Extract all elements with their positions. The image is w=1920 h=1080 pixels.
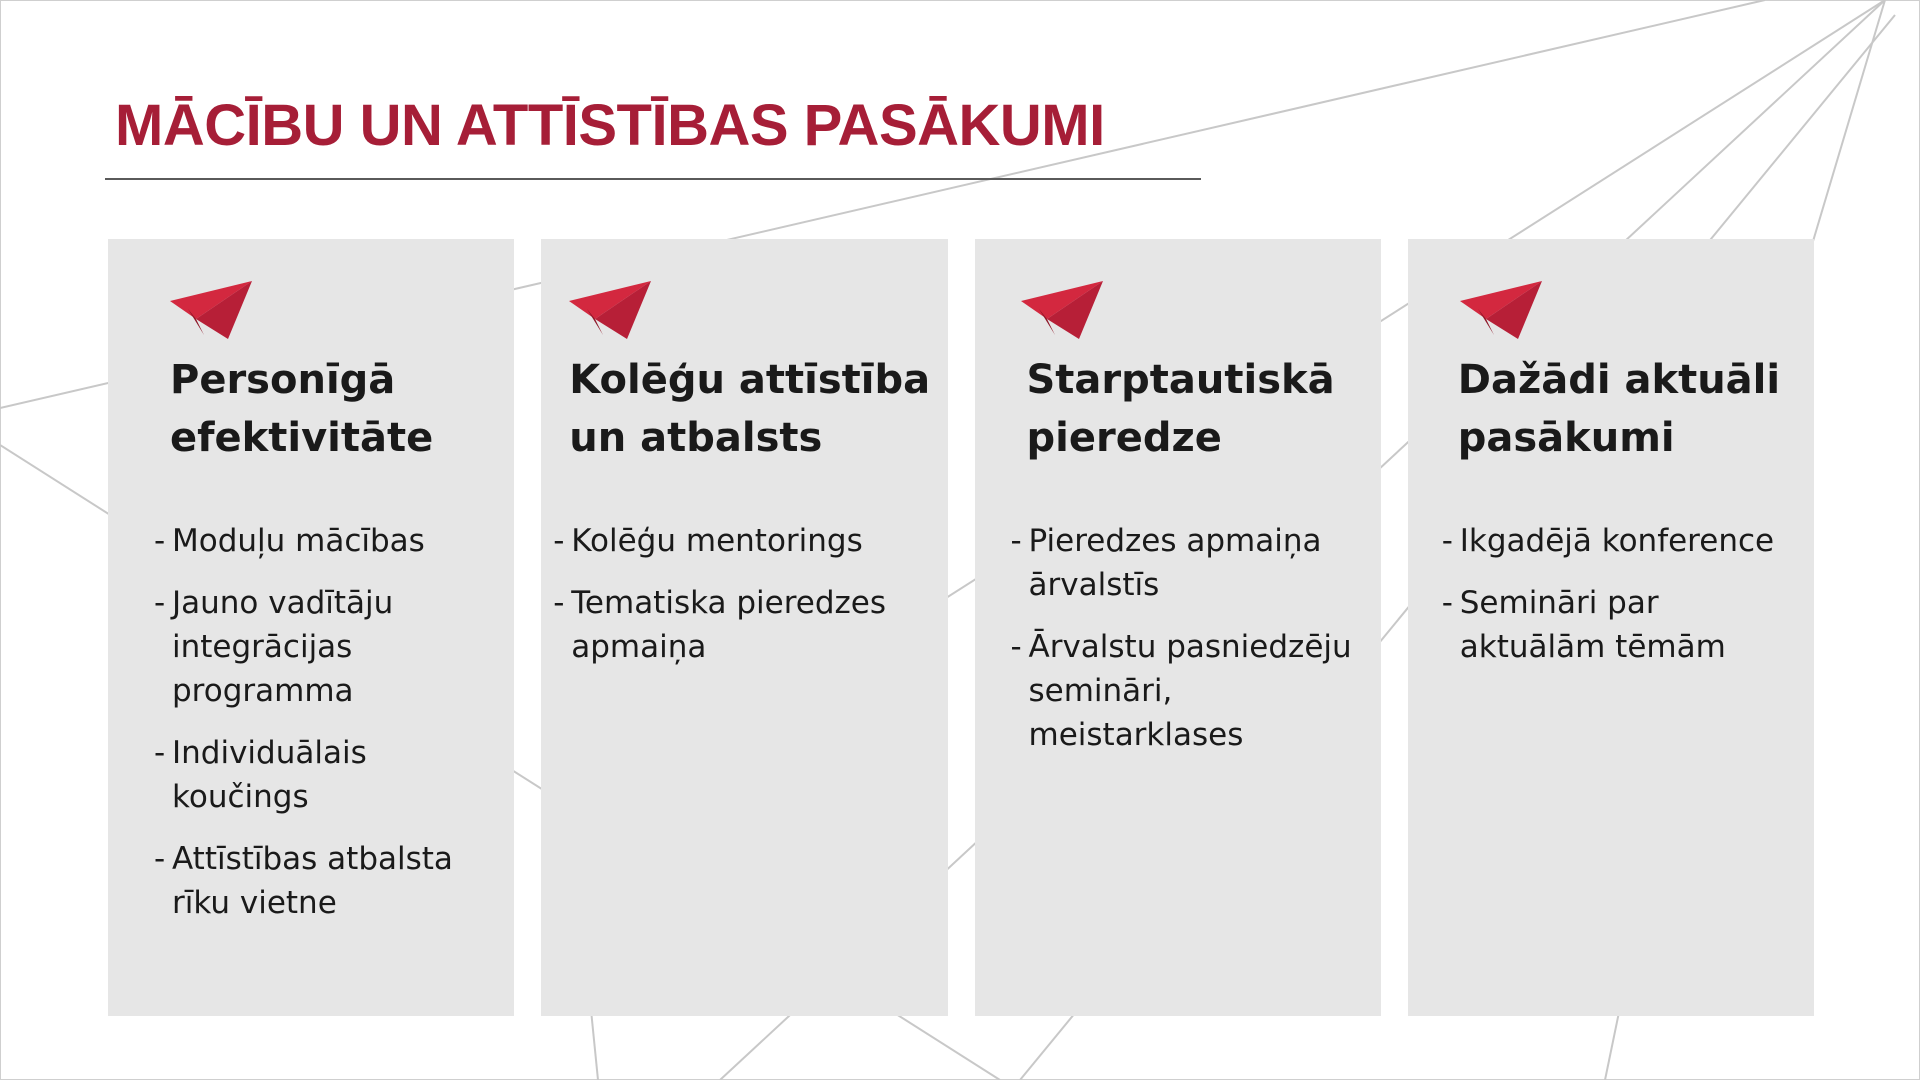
- list-item: - Moduļu mācības: [154, 519, 506, 563]
- card-title: Starptautiskā pieredze: [1026, 357, 1335, 461]
- slide-title: MĀCĪBU UN ATTĪSTĪBAS PASĀKUMI: [115, 93, 1105, 158]
- card-various-events: [1408, 239, 1814, 1016]
- paper-plane-icon: [170, 281, 252, 339]
- list-item: - Jauno vadītāju integrācijas programma: [154, 581, 506, 713]
- card-colleague-development: [541, 239, 947, 1016]
- list-item: - Semināri par aktuālām tēmām: [1442, 581, 1806, 669]
- paper-plane-icon: [1460, 281, 1542, 339]
- card-list: [154, 519, 506, 943]
- list-item: - Attīstības atbalsta rīku vietne: [154, 837, 506, 925]
- list-item: - Pieredzes apmaiņa ārvalstīs: [1011, 519, 1373, 607]
- list-item: - Ārvalstu pasniedzēju semināri, meistarklases: [1011, 625, 1373, 757]
- title-underline: [105, 178, 1201, 180]
- card-list: [1442, 519, 1806, 687]
- card-title: Kolēģu attīstība un atbalsts: [569, 357, 931, 461]
- paper-plane-icon: [1021, 281, 1103, 339]
- card-personal-effectiveness: [108, 239, 514, 1016]
- cards-row: [108, 239, 1814, 1016]
- card-international-experience: [975, 239, 1381, 1016]
- list-item: - Ikgadējā konference: [1442, 519, 1806, 563]
- card-title: Dažādi aktuāli pasākumi: [1457, 357, 1781, 461]
- list-item: - Individuālais koučings: [154, 731, 506, 819]
- card-title: Personīgā efektivitāte: [170, 357, 434, 461]
- card-list: [553, 519, 939, 687]
- card-list: [1011, 519, 1373, 775]
- paper-plane-icon: [569, 281, 651, 339]
- list-item: - Kolēģu mentorings: [553, 519, 939, 563]
- list-item: - Tematiska pieredzes apmaiņa: [553, 581, 939, 669]
